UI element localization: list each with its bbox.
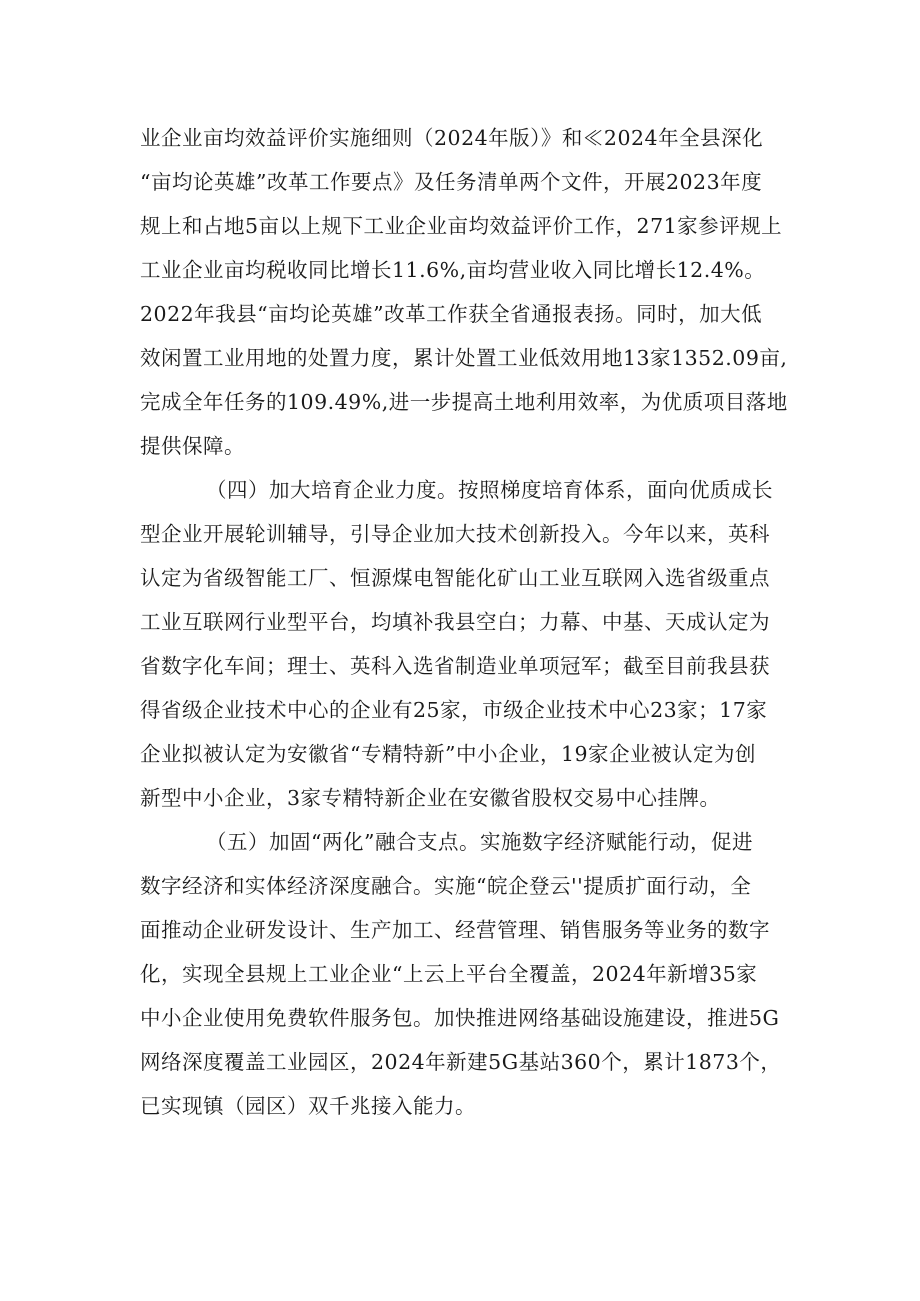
text-line: 得省级企业技术中心的企业有25家，市级企业技术中心23家；17家 xyxy=(140,698,768,722)
text-line: 型企业开展轮训辅导，引导企业加大技术创新投入。今年以来，英科 xyxy=(140,522,770,546)
text-line: 业企业亩均效益评价实施细则（2024年版）》和≪2024年全县深化 xyxy=(140,126,764,150)
paragraph-land-efficiency xyxy=(140,116,790,468)
paragraph-heading-line: （五）加固“两化”融合支点。实施数字经济赋能行动，促进 xyxy=(206,830,753,854)
text-line: 面推动企业研发设计、生产加工、经营管理、销售服务等业务的数字 xyxy=(140,918,770,942)
text-line: “亩均论英雄”改革工作要点》及任务清单两个文件，开展2023年度 xyxy=(140,170,763,194)
text-line: 提供保障。 xyxy=(140,434,245,458)
paragraph-digital-integration xyxy=(140,820,790,1128)
text-line: 网络深度覆盖工业园区，2024年新建5G基站360个，累计1873个， xyxy=(140,1050,782,1074)
text-line: 中小企业使用免费软件服务包。加快推进网络基础设施建设，推进5G xyxy=(140,1006,780,1030)
text-line: 化，实现全县规上工业企业“上云上平台全覆盖，2024年新增35家 xyxy=(140,962,758,986)
text-line: 企业拟被认定为安徽省“专精特新”中小企业，19家企业被认定为创 xyxy=(140,742,757,766)
text-line: 已实现镇（园区）双千兆接入能力。 xyxy=(140,1094,476,1118)
text-line: 新型中小企业，3家专精特新企业在安徽省股权交易中心挂牌。 xyxy=(140,786,721,810)
text-line: 工业互联网行业型平台，均填补我县空白；力幕、中基、天成认定为 xyxy=(140,610,770,634)
text-line: 数字经济和实体经济深度融合。实施“皖企登云''提质扩面行动，全 xyxy=(140,874,752,898)
text-line: 完成全年任务的109.49%,进一步提高土地利用效率，为优质项目落地 xyxy=(140,390,788,414)
text-line: 省数字化车间；理士、英科入选省制造业单项冠军；截至目前我县获 xyxy=(140,654,770,678)
text-line: 认定为省级智能工厂、恒源煤电智能化矿山工业互联网入选省级重点 xyxy=(140,566,770,590)
paragraph-heading-line: （四）加大培育企业力度。按照梯度培育体系，面向优质成长 xyxy=(206,478,773,502)
text-line: 工业企业亩均税收同比增长11.6%,亩均营业收入同比增长12.4%。 xyxy=(140,258,766,282)
text-line: 规上和占地5亩以上规下工业企业亩均效益评价工作，271家参评规上 xyxy=(140,214,783,238)
document-body xyxy=(140,116,790,1128)
paragraph-enterprise-cultivation xyxy=(140,468,790,820)
text-line: 2022年我县“亩均论英雄”改革工作获全省通报表扬。同时，加大低 xyxy=(140,302,763,326)
text-line: 效闲置工业用地的处置力度，累计处置工业低效用地13家1352.09亩, xyxy=(140,346,788,370)
